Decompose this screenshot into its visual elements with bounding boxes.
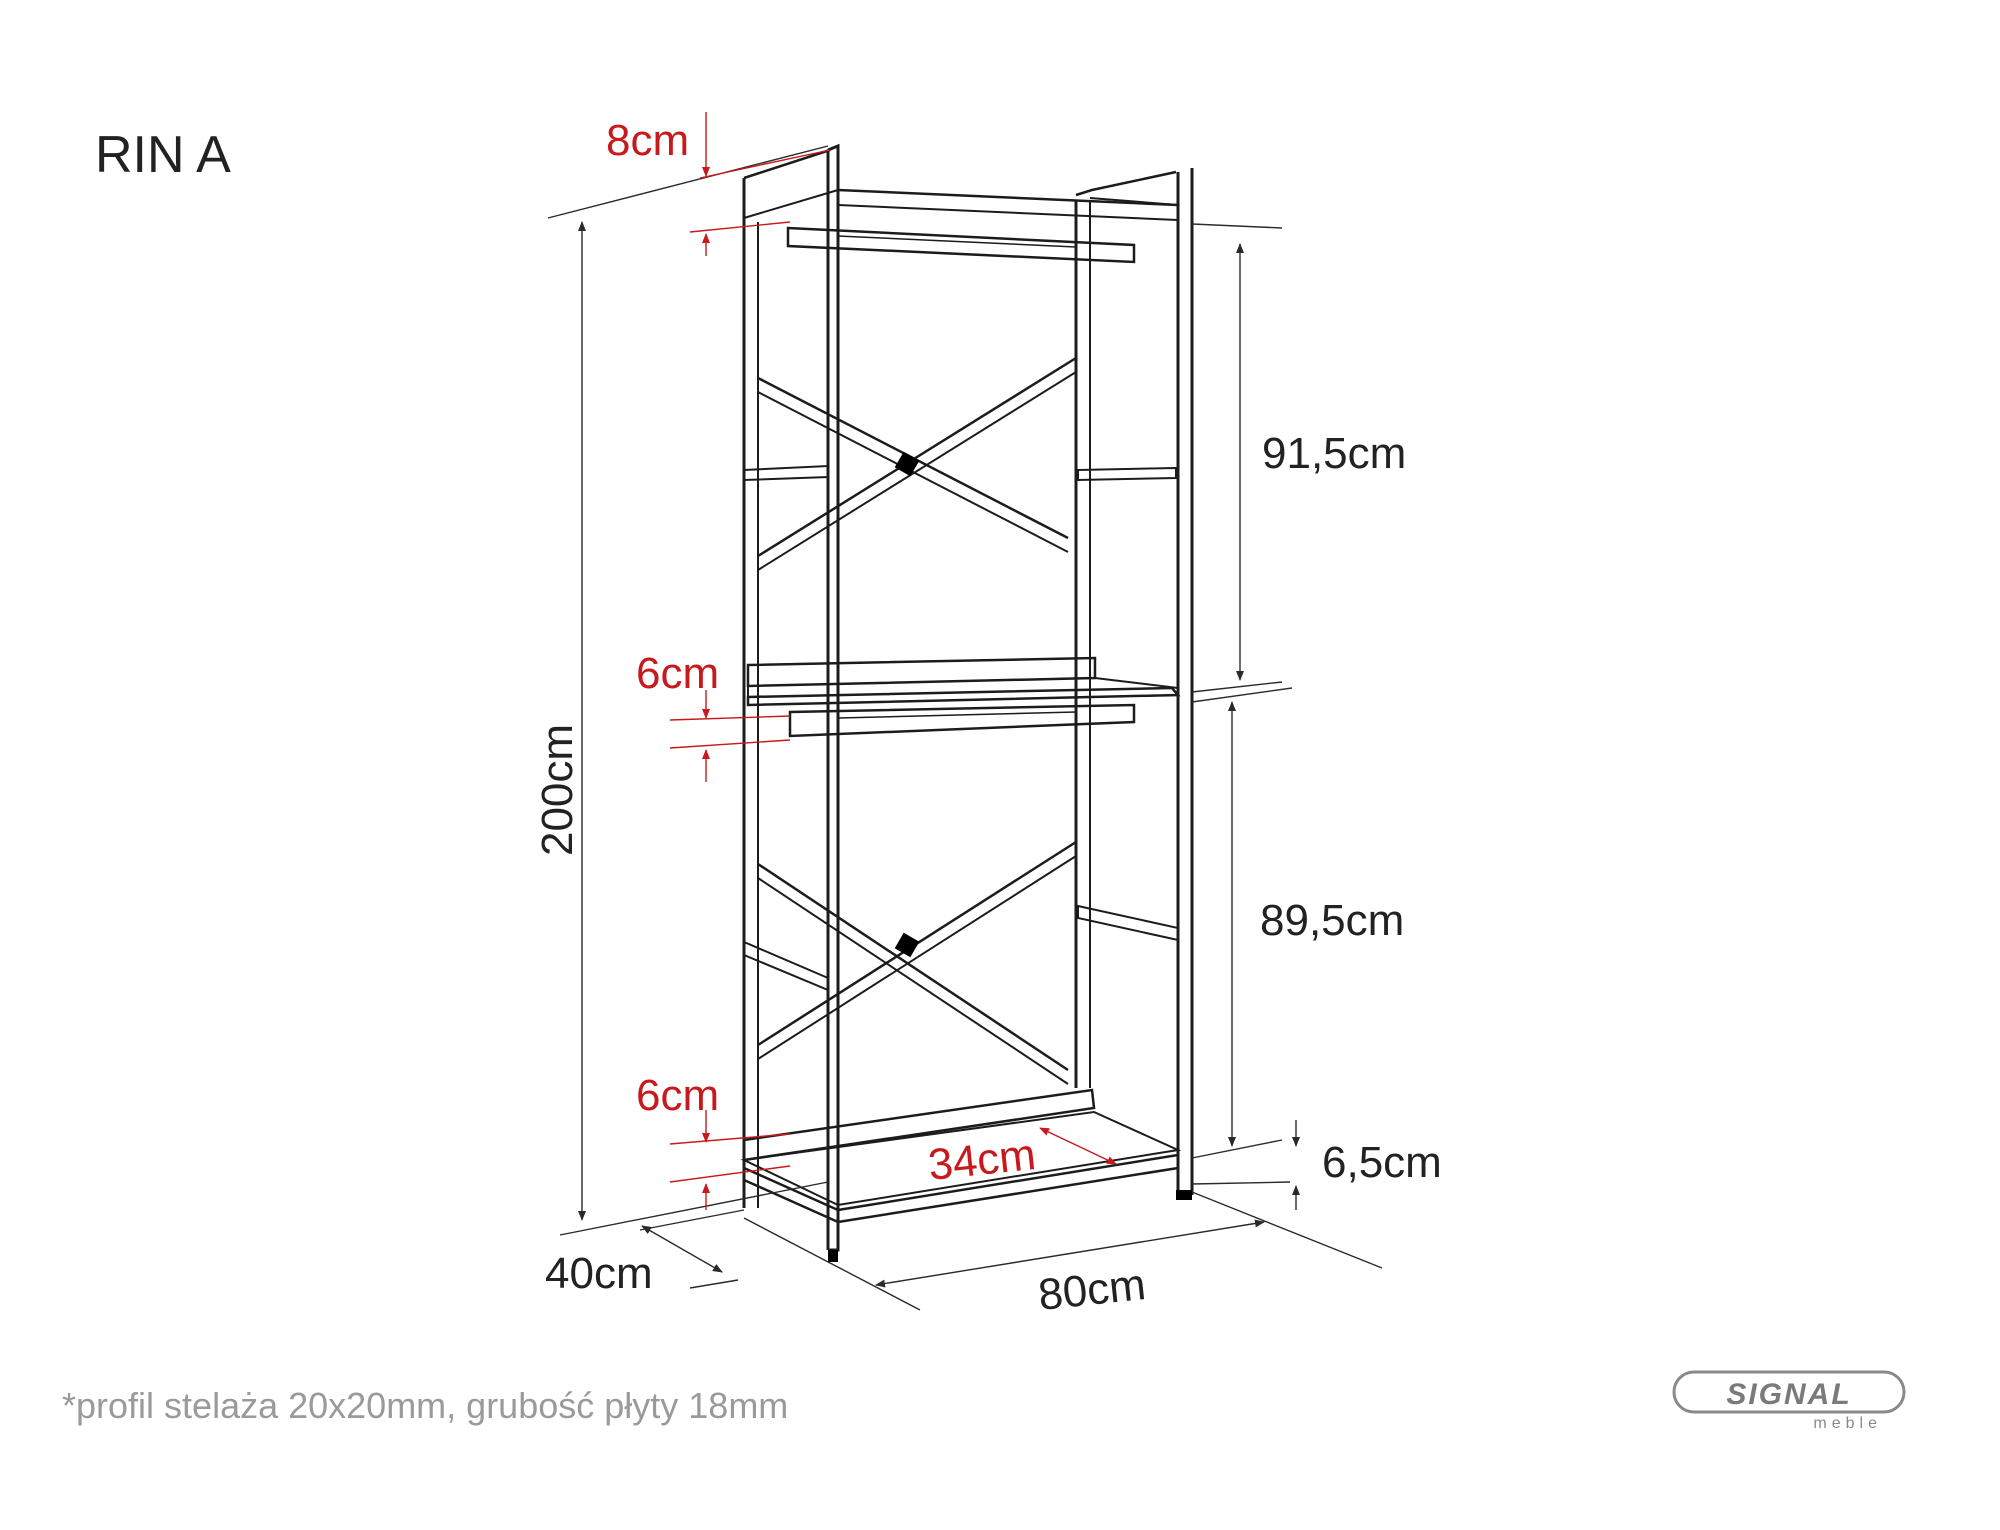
width-label: 80cm bbox=[1035, 1259, 1149, 1320]
brand-logo bbox=[1674, 1372, 1904, 1432]
upper-compartment-label: 91,5cm bbox=[1262, 429, 1407, 478]
top-frame bbox=[744, 150, 1178, 232]
depth-label: 40cm bbox=[545, 1249, 653, 1298]
leg-height-label: 6,5cm bbox=[1322, 1138, 1442, 1187]
middle-hanging-rail bbox=[790, 705, 1134, 736]
brand-name: SIGNAL bbox=[1726, 1378, 1852, 1411]
middle-shelf bbox=[748, 658, 1178, 705]
top-hanging-rail bbox=[788, 228, 1134, 262]
brand-subname: meble bbox=[1813, 1415, 1882, 1432]
back-right-post bbox=[1076, 172, 1176, 1088]
back-left-post bbox=[744, 178, 758, 1208]
top-rail-offset-label: 8cm bbox=[606, 116, 690, 165]
middle-rail-offset-label: 6cm bbox=[636, 649, 720, 698]
material-footnote: *profil stelaża 20x20mm, grubość płyty 18mm bbox=[62, 1385, 789, 1426]
product-title: RIN A bbox=[95, 126, 231, 184]
lower-side-crossbars bbox=[744, 906, 1178, 990]
lower-compartment-label: 89,5cm bbox=[1260, 896, 1405, 945]
upper-side-crossbars bbox=[744, 466, 1176, 480]
bottom-shelf-depth-label: 34cm bbox=[925, 1129, 1039, 1190]
total-height-label: 200cm bbox=[533, 723, 582, 857]
lower-x-bracing bbox=[758, 842, 1076, 1084]
rack-frame bbox=[744, 146, 1192, 1262]
bottom-board-height-label: 6cm bbox=[636, 1071, 720, 1120]
front-right-post bbox=[1176, 168, 1192, 1200]
upper-x-bracing bbox=[758, 358, 1076, 570]
